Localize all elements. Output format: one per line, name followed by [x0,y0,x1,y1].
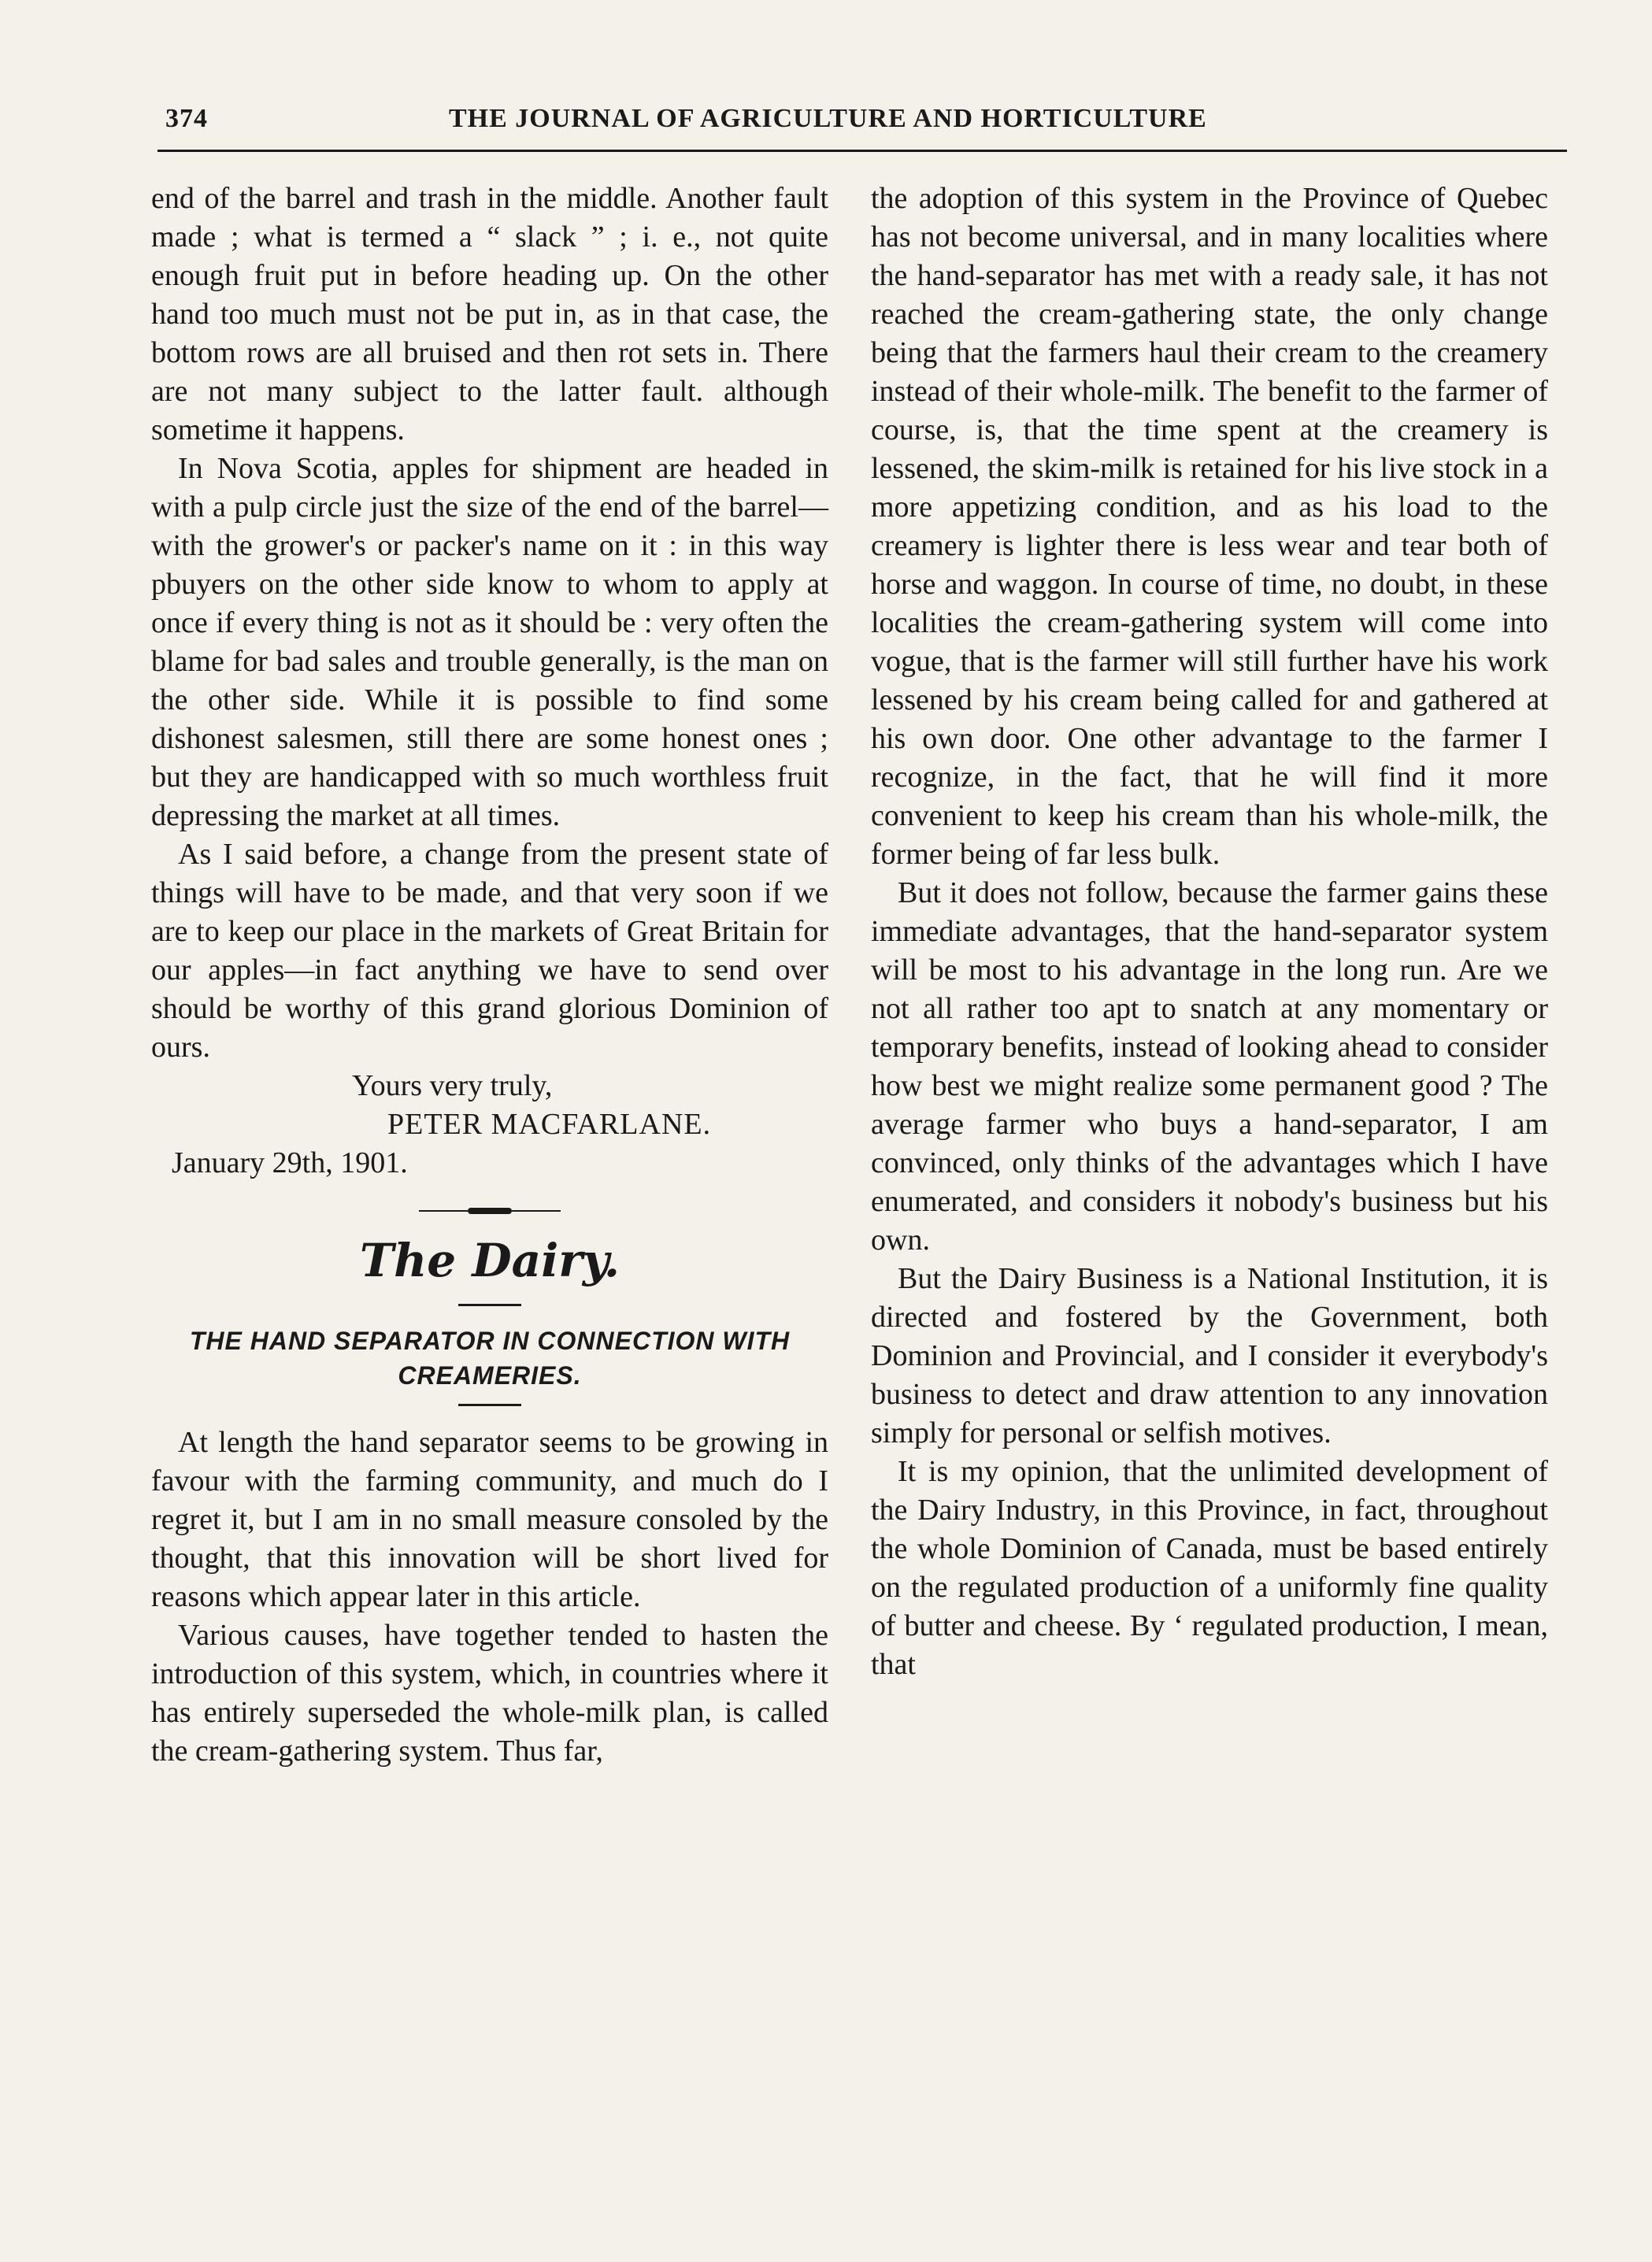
paragraph: In Nova Scotia, apples for shipment are headed in with a pulp circle just the size of the end of the barrel—with the grower's or packer's name on it : in this way pbuyers on the other side know to whom to apply at once if every thing is not as it should be : very often the blame for bad sales and trouble generally, is the man on the other side. While it is possible to find some dishonest salesmen, still there are some honest ones ; but they are handicapped with so much worthless fruit depressing the market at all times. [151,452,828,832]
signoff-closing: Yours very truly, [352,1069,553,1102]
paragraph: As I said before, a change from the present state of things will have to be made, and that very soon if we are to keep our place in the markets of Great Britain for our apples—in fact anything we have to send over should be worthy of this grand glorious Dominion of ours. [151,838,828,1064]
article-title: THE HAND SEPARATOR IN CONNECTION WITH CREAMERIES. [189,1327,791,1390]
paragraph: end of the barrel and trash in the middle. Another fault made ; what is termed a “ slack ” ; i. e., not quite enough fruit put in before heading up. On the other hand too much must not be put in, as in that case, the bottom rows are all bruised and then rot sets in. There are not many subject to the latter fault. although sometime it happens. [151,182,828,446]
paragraph: Various causes, have together tended to hasten the introduction of this system, which, in countries where it has entirely superseded the whole-milk plan, is called the cream-gathering system. Thus far, [151,1619,828,1768]
paragraph: the adoption of this system in the Province of Quebec has not become universal, and in many localities where the hand-separator has met with a ready sale, it has not reached the cream-gathering state, the only change being that the farmers haul their cream to the creamery instead of their whole-milk. The benefit to the farmer of course, is, that the time spent at the creamery is lessened, the skim-milk is retained for his live stock in a more appetizing condition, and as his load to the creamery is lighter there is less wear and tear both of horse and waggon. In course of time, no doubt, in these localities the cream-gathering system will come into vogue, that is the farmer will still further have his work lessened by his cream being called for and gathered at his own door. One other advantage to the farmer I recognize, in the fact, that he will find it more convenient to keep his cream than his whole-milk, the former being of far less bulk. [871,182,1548,871]
divider [458,1404,521,1406]
paragraph: But the Dairy Business is a National Institution, it is directed and fostered by the Government, both Dominion and Provincial, and I consider it everybody's business to detect and draw attention to any innovation simply for personal or selfish motives. [871,1262,1548,1449]
signoff-date: January 29th, 1901. [172,1146,408,1179]
section-title: The Dairy. [359,1234,620,1287]
paragraph: But it does not follow, because the farmer gains these immediate advantages, that the hand-separator system will be most to his advantage in the long run. Are we not all rather too apt to snatch at any momentary or temporary benefits, instead of looking ahead to consider how best we might realize some permanent good ? The average farmer who buys a hand-separator, I am convinced, only thinks of the advantages which I have enumerated, and considers it nobody's business but his own. [871,876,1548,1257]
left-column [151,180,828,1771]
signoff-name: PETER MACFARLANE. [387,1108,712,1141]
ornament-divider [419,1208,561,1214]
right-column [871,180,1548,1684]
paragraph: It is my opinion, that the unlimited development of the Dairy Industry, in this Province, in fact, throughout the whole Dominion of Canada, must be based entirely on the regulated production of a uniformly fine quality of butter and cheese. By ‘ regulated production, I mean, that [871,1455,1548,1681]
paragraph: At length the hand separator seems to be growing in favour with the farming community, and much do I regret it, but I am in no small measure consoled by the thought, that this innovation will be short lived for reasons which appear later in this article. [151,1426,828,1613]
header-rule [157,150,1567,152]
running-title: THE JOURNAL OF AGRICULTURE AND HORTICULTURE [449,104,1207,133]
page-number: 374 [165,104,208,133]
divider [458,1304,521,1306]
